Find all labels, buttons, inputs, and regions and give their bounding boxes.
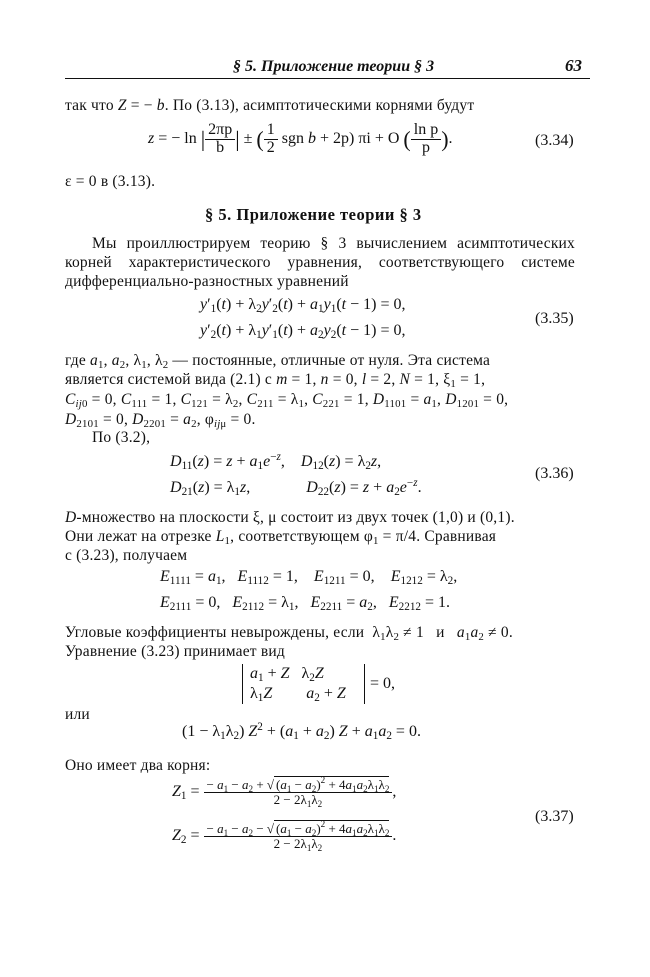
equation-number-3-34: (3.34)	[535, 132, 574, 149]
section-heading: § 5. Приложение теории § 3	[205, 205, 422, 224]
coefficients-line-2: $E_{2111} = 0$, $E_{2112} = \lambda_1$, $E_{2211} = a_2$, $E_{2212} = 1$.	[160, 594, 451, 613]
fraction-numerator: 2πp	[205, 122, 235, 140]
d-set-text: -множество на плоскости	[76, 509, 249, 526]
half-denominator: 2	[266, 138, 275, 156]
equation-3-37-root-2: $Z_2$ = $\frac{- a_1 - a_2 - √ (a_1 - a_2)^2 + 4a_1a_2\lambda_1\lambda_2}{2 - 2\lambda_1\lambda_2}$ .	[172, 819, 397, 853]
nondegenerate-text: Угловые коэффициенты невырождены, если	[65, 624, 365, 641]
paragraph-2-line-2: является системой вида (2.1) с m = 1, n = 0, l = 2, N = 1, $\xi_1 = 1$,	[65, 371, 486, 390]
coefficients-line-1: $E_{1111} = a_1$, $E_{1112} = 1$, $E_{1211} = 0$, $E_{1212} = \lambda_2$,	[160, 568, 458, 587]
plus-minus: ±	[243, 129, 253, 147]
equation-middle: + 2p) πi + O	[319, 129, 400, 147]
paragraph-3-line-2: Они лежат на отрезке $L_1$, соответствующем $\varphi_1 = \pi/4$. Сравнивая	[65, 528, 497, 547]
half-numerator: 1	[264, 122, 278, 140]
paragraph-3-line-1: D-множество на плоскости ξ, μ состоит из двух точек (1,0) и (0,1).	[65, 509, 515, 526]
two-roots-text: Оно имеет два корня:	[65, 757, 211, 774]
segment-text: Они лежат на отрезке	[65, 528, 212, 545]
and-word: и	[436, 624, 445, 641]
equation-number-3-37: (3.37)	[535, 808, 574, 825]
intro-line: так что Z = − b. По (3.13), асимптотическими корнями будут	[65, 97, 475, 114]
intro-text-b: . По (3.13), асимптотическими корнями будут	[164, 97, 475, 114]
epsilon-line	[65, 173, 155, 191]
page-number: 63	[565, 56, 582, 75]
epsilon-eq: ε = 0	[65, 173, 97, 190]
paragraph-4-line-2: Уравнение (3.23) принимает вид	[65, 643, 285, 660]
where-word: где	[65, 352, 86, 369]
equation-3-36-line-2: $D_{21}(z) = \lambda_1z$, $D_{22}(z) = z + a_2e^{-z}$.	[170, 477, 422, 498]
running-header	[65, 52, 590, 79]
paragraph-3-line-3: с (3.23), получаем	[65, 547, 188, 564]
equation-number-3-36: (3.36)	[535, 465, 574, 482]
po-line: По (3.2),	[92, 429, 151, 446]
equation-3-35-line-1: $y'_1(t) + \lambda_2y'_2(t) + a_1y_1(t - 1) = 0$,	[200, 296, 406, 315]
running-title: § 5. Приложение теории § 3	[233, 58, 435, 75]
equation-3-34: z = − ln | $\frac{2\pi p}{b}$ | ± ( $\frac{1}{2}$ sgn b + 2p) πi + O ( $\frac{\text{ln p}}{p}$ ).	[148, 121, 453, 156]
or-word: или	[65, 706, 90, 723]
paragraph-1-line-3: дифференциально-разностных уравнений	[65, 273, 349, 290]
equation-3-36-line-1: $D_{11}(z) = z + a_1e^{-z}$, $D_{12}(z) = \lambda_2z$,	[170, 451, 382, 472]
sgn-function: sgn	[281, 129, 304, 147]
paragraph-4-line-1: Угловые коэффициенты невырождены, если $\lambda_1\lambda_2 \ne 1$ и $a_1a_2 \ne 0$.	[65, 624, 513, 643]
paragraph-2-line-3: $C_{ij0} = 0$, $C_{111} = 1$, $C_{121} = \lambda_2$, $C_{211} = \lambda_1$, $C_{221} = 1$, $D_{1101} = a_1$, $D_{1201} = 0$,	[65, 391, 509, 410]
paragraph-1-line-1: Мы проиллюстрируем теорию § 3 вычислением асимптотических	[92, 235, 575, 252]
fraction-denominator: b	[216, 138, 225, 156]
corresponding-text: , соответствующем	[230, 528, 360, 545]
paragraph-2-line-4: $D_{2101} = 0$, $D_{2201} = a_2$, $\varphi_{ij\mu} = 0$.	[65, 411, 256, 430]
log-fraction-denominator: p	[421, 138, 430, 156]
paragraph-1-line-2: корней характеристического уравнения, соответствующего системе	[65, 254, 575, 271]
constants-text: — постоянные, отличные от нуля. Эта система	[172, 352, 491, 369]
points-text: состоит из двух точек (1,0) и (0,1).	[280, 509, 515, 526]
equation-3-35-line-2: $y'_2(t) + \lambda_1y'_1(t) + a_2y_2(t - 1) = 0$,	[200, 322, 406, 341]
determinant-equation: $a_1 + Z$ $\lambda_2Z$ $\lambda_1Z$ $a_2 + Z$ = 0,	[242, 664, 402, 706]
paragraph-2-line-1: где $a_1$, $a_2$, $\lambda_1$, $\lambda_2$ — постоянные, отличные от нуля. Эта система	[65, 352, 491, 371]
equation-number-3-35: (3.35)	[535, 310, 574, 327]
equation-3-37-root-1: $Z_1$ = $\frac{- a_1 - a_2 + √ (a_1 - a_2)^2 + 4a_1a_2\lambda_1\lambda_2}{2 - 2\lambda_1\lambda_2}$ ,	[172, 775, 397, 809]
comparing-text: . Сравнивая	[416, 528, 497, 545]
quadratic-equation: $(1 - \lambda_1\lambda_2)$ $Z^2 + (a_1 + a_2) Z + a_1a_2 = 0$.	[182, 721, 421, 742]
intro-text-a: так что	[65, 97, 114, 114]
epsilon-rest: в (3.13).	[96, 173, 156, 190]
log-fraction-numerator: ln p	[411, 122, 441, 140]
system-text: является системой вида (2.1) с	[65, 371, 272, 388]
